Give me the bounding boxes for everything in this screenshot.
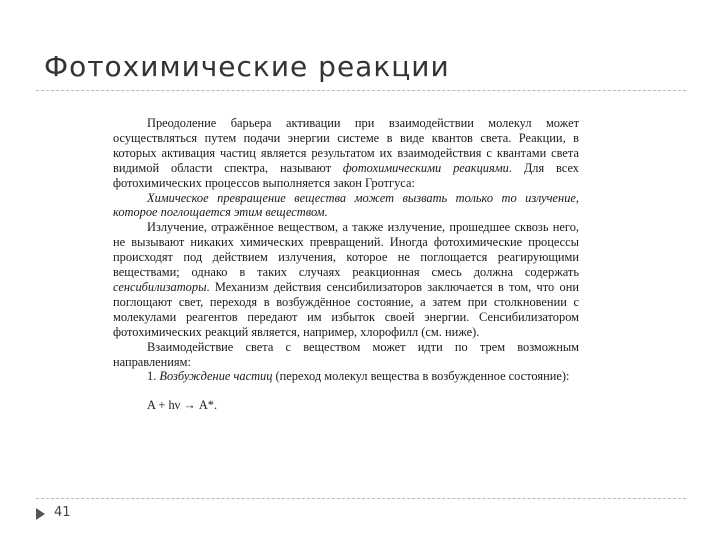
sensitizers-text: Излучение, отражённое веществом, а также излучение, прошедшее сквозь него, не вызывают никаких химических превращений. Иногда фотохимические процессы происходят под действием излучения, которое не поглощается реагирующими веществами; однако в таких случаях реакционная смесь должна содержать — [113, 220, 579, 280]
footer-divider — [36, 498, 686, 499]
term-photochemical-reactions: фотохимическими реакциями — [342, 160, 509, 175]
list-item-excitation — [113, 369, 579, 384]
paragraph-directions: Взаимодействие света с веществом может идти по трем возможным направлениям: — [113, 339, 579, 369]
intro-text: Преодоление барьера активации при взаимодействии молекул может осуществляться путем подачи энергии системе в виде квантов света. Реакции, в которых активация частиц является результатом их взаимодействия с квантами света видимой области спектра, называют — [113, 116, 579, 175]
title-divider — [36, 90, 686, 91]
scanned-text-block — [113, 116, 579, 413]
excitation-formula: A + hν → A*. — [147, 398, 218, 413]
term-sensitizers: сенсибилизаторы — [113, 279, 207, 294]
slide-title: Фотохимические реакции — [44, 50, 450, 83]
paragraph-intro — [113, 116, 579, 191]
intro-text-end: . Для всех фотохимических процессов выполняется закон Гротгуса: — [113, 160, 579, 190]
term-excitation: Возбуждение частиц — [159, 369, 273, 384]
list-item-text: (переход молекул вещества в возбужденное состояние): — [272, 369, 570, 384]
grotthuss-law: Химическое превращение вещества может вызвать только то излучение, которое поглощается этим веществом. — [113, 190, 579, 220]
list-item-number: 1. — [147, 369, 157, 384]
sensitizers-text-end: . Механизм действия сенсибилизаторов заключается в том, что они поглощают свет, переходя в возбуждённое состояние, а затем при столкновении с молекулами реагентов передают им избыток своей энергии. Сенсибилизатором фотохимических реакций является, например, хлорофилл (см. ниже). — [113, 279, 579, 339]
page-number: 41 — [54, 505, 71, 520]
paragraph-sensitizers — [113, 220, 579, 339]
triangle-bullet-icon — [36, 508, 45, 520]
